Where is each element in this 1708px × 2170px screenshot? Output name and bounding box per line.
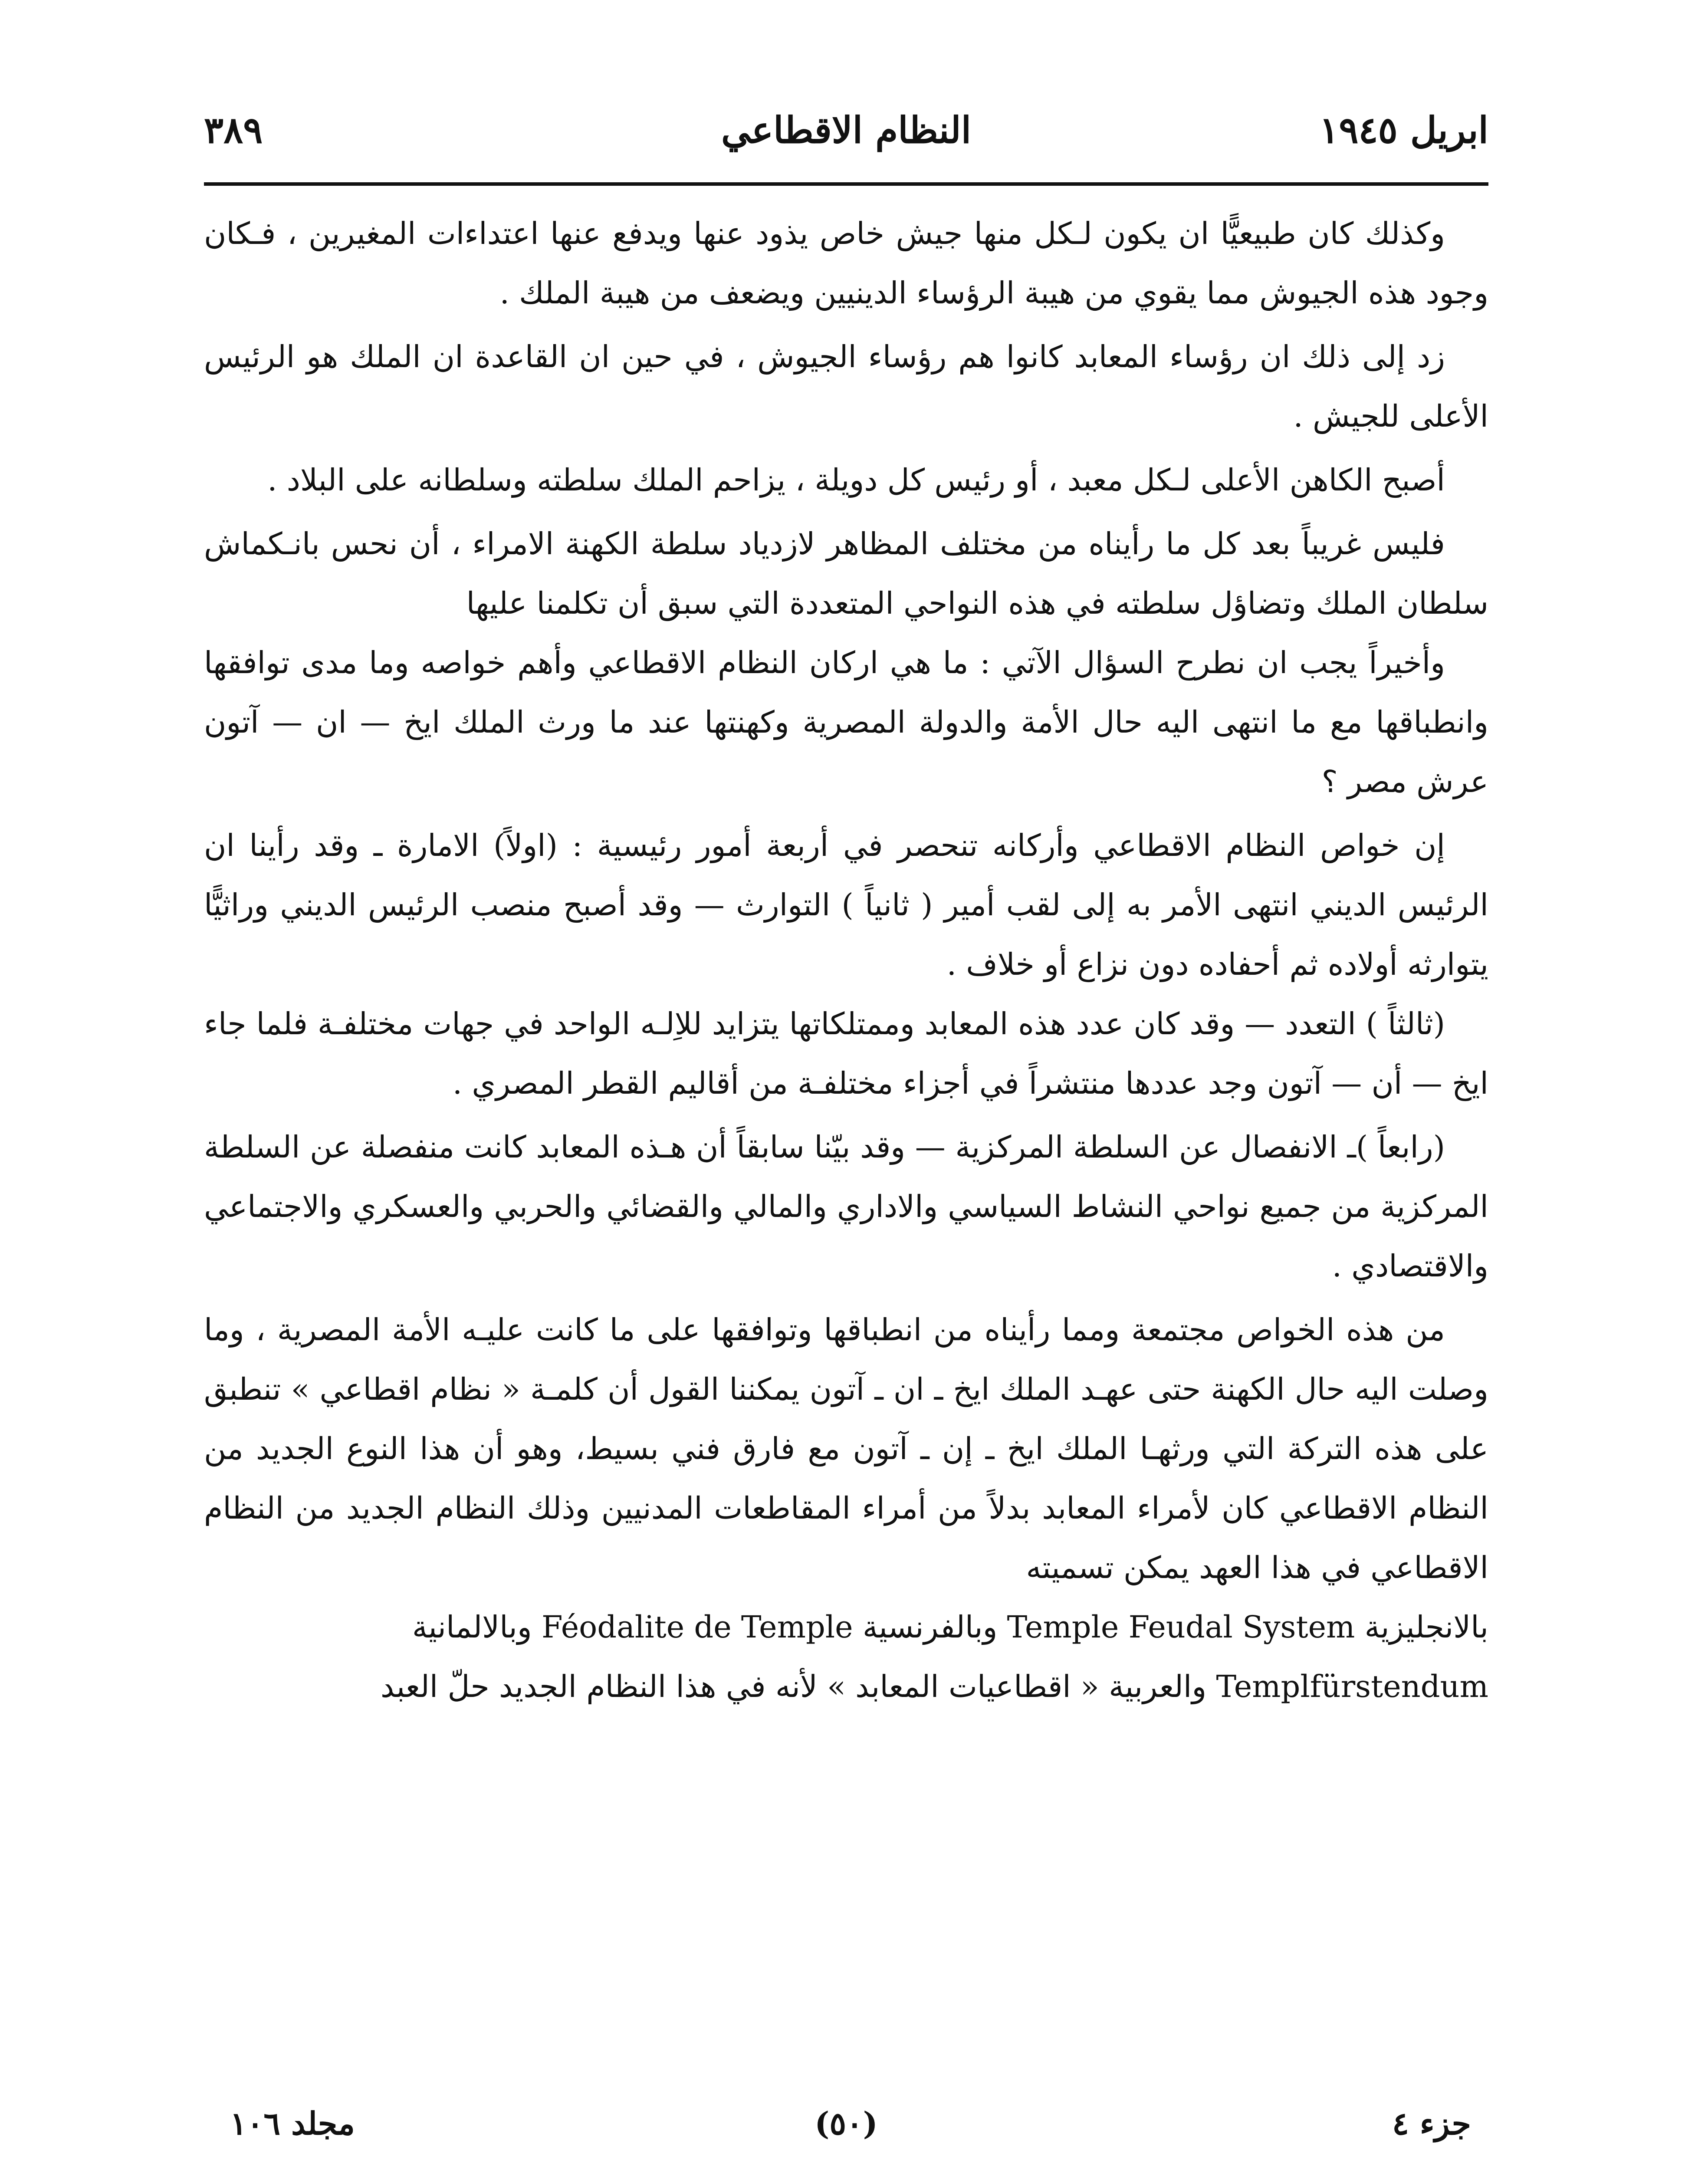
- paragraph-2: زد إلى ذلك ان رؤساء المعابد كانوا هم رؤساء الجيوش ، في حين ان القاعدة ان الملك هو الرئيس الأعلى للجيش .: [204, 339, 1488, 434]
- term-english: Temple Feudal System: [1007, 1609, 1355, 1645]
- last-line-text: والعربية « اقطاعيات المعابد » لأنه في هذا النظام الجديد حلّ العبد: [380, 1669, 1207, 1704]
- term-ar-english: بالانجليزية: [1364, 1609, 1488, 1645]
- paragraph-3: أصبح الكاهن الأعلى لـكل معبد ، أو رئيس كل دويلة ، يزاحم الملك سلطته وسلطانه على البلاد .: [267, 462, 1445, 498]
- paragraph-4: فليس غريباً بعد كل ما رأيناه من مختلف المظاهر لازدياد سلطة الكهنة الامراء ، أن نحس بانـكماش سلطان الملك وتضاؤل سلطته في هذه النواحي المتعددة التي سبق أن تكلمنا عليها: [204, 526, 1488, 621]
- last-line: [204, 1657, 1488, 1716]
- paragraph-1: وكذلك كان طبيعيًّا ان يكون لـكل منها جيش خاص يذود عنها ويدفع عنها اعتداءات المغيرين ، فـكان وجود هذه الجيوش مما يقوي من هيبة الرؤساء الدينيين ويضعف من هيبة الملك .: [204, 216, 1488, 311]
- term-french: Féodalite de Temple: [541, 1609, 853, 1645]
- article-title: النظام الاقطاعي: [721, 108, 972, 151]
- issue-date: ابريل ١٩٤٥: [1319, 108, 1488, 151]
- page-footer: [204, 2105, 1488, 2157]
- paragraph-6: إن خواص النظام الاقطاعي وأركانه تنحصر في أربعة أمور رئيسية : (اولاً) الامارة ـ وقد رأينا ان الرئيس الديني انتهى الأمر به إلى لقب أمير ( ثانياً ) التوارث — وقد أصبح منصب الرئيس الديني وراثيًّا يتوارثه أولاده ثم أحفاده دون نزاع أو خلاف .: [204, 828, 1488, 982]
- footer-part: جزء ٤: [1392, 2105, 1471, 2142]
- paragraph-8: (رابعاً )ـ الانفصال عن السلطة المركزية — وقد بيّنا سابقاً أن هـذه المعابد كانت منفصلة عن السلطة المركزية من جميع نواحي النشاط السياسي والاداري والمالي والقضائي والحربي والعسكري والاجتماعي والاقتصادي .: [204, 1129, 1488, 1284]
- running-header: [204, 100, 1488, 182]
- header-rule: [204, 182, 1488, 186]
- term-ar-german: وبالالمانية: [412, 1609, 532, 1645]
- paragraph-5: وأخيراً يجب ان نطرح السؤال الآتي : ما هي اركان النظام الاقطاعي وأهم خواصه وما مدى توافقها وانطباقها مع ما انتهى اليه حال الأمة والدولة المصرية وكهنتها عند ما ورث الملك ايخ — ان — آتون عرش مصر ؟: [204, 645, 1488, 799]
- paragraph-7: (ثالثاً ) التعدد — وقد كان عدد هذه المعابد وممتلكاتها يتزايد للاِلـه الواحد في جهات مختلفـة فلما جاء ايخ — أن — آتون وجد عددها منتشراً في أجزاء مختلفـة من أقاليم القطر المصري .: [204, 1006, 1488, 1101]
- article-body: [204, 204, 1488, 1716]
- journal-page: [204, 100, 1488, 2170]
- term-ar-french: وبالفرنسية: [862, 1609, 998, 1645]
- page-number: ٣٨٩: [204, 108, 263, 151]
- footer-number: (٥٠): [815, 2105, 878, 2142]
- paragraph-9: من هذه الخواص مجتمعة ومما رأيناه من انطباقها وتوافقها على ما كانت عليـه الأمة المصرية ، وما وصلت اليه حال الكهنة حتى عهـد الملك ايخ ـ ان ـ آتون يمكننا القول أن كلمـة « نظام اقطاعي » تنطبق على هذه التركة التي ورثهـا الملك ايخ ـ إن ـ آتون مع فارق فني بسيط، وهو أن هذا النوع الجديد من النظام الاقطاعي كان لأمراء المعابد بدلاً من أمراء المقاطعات المدنيين وذلك النظام الجديد من النظام الاقطاعي في هذا العهد يمكن تسميته: [204, 1312, 1488, 1585]
- footer-volume: مجلد ١٠٦: [230, 2105, 355, 2142]
- term-german: Templfürstendum: [1216, 1669, 1488, 1704]
- terms-line: [204, 1598, 1488, 1657]
